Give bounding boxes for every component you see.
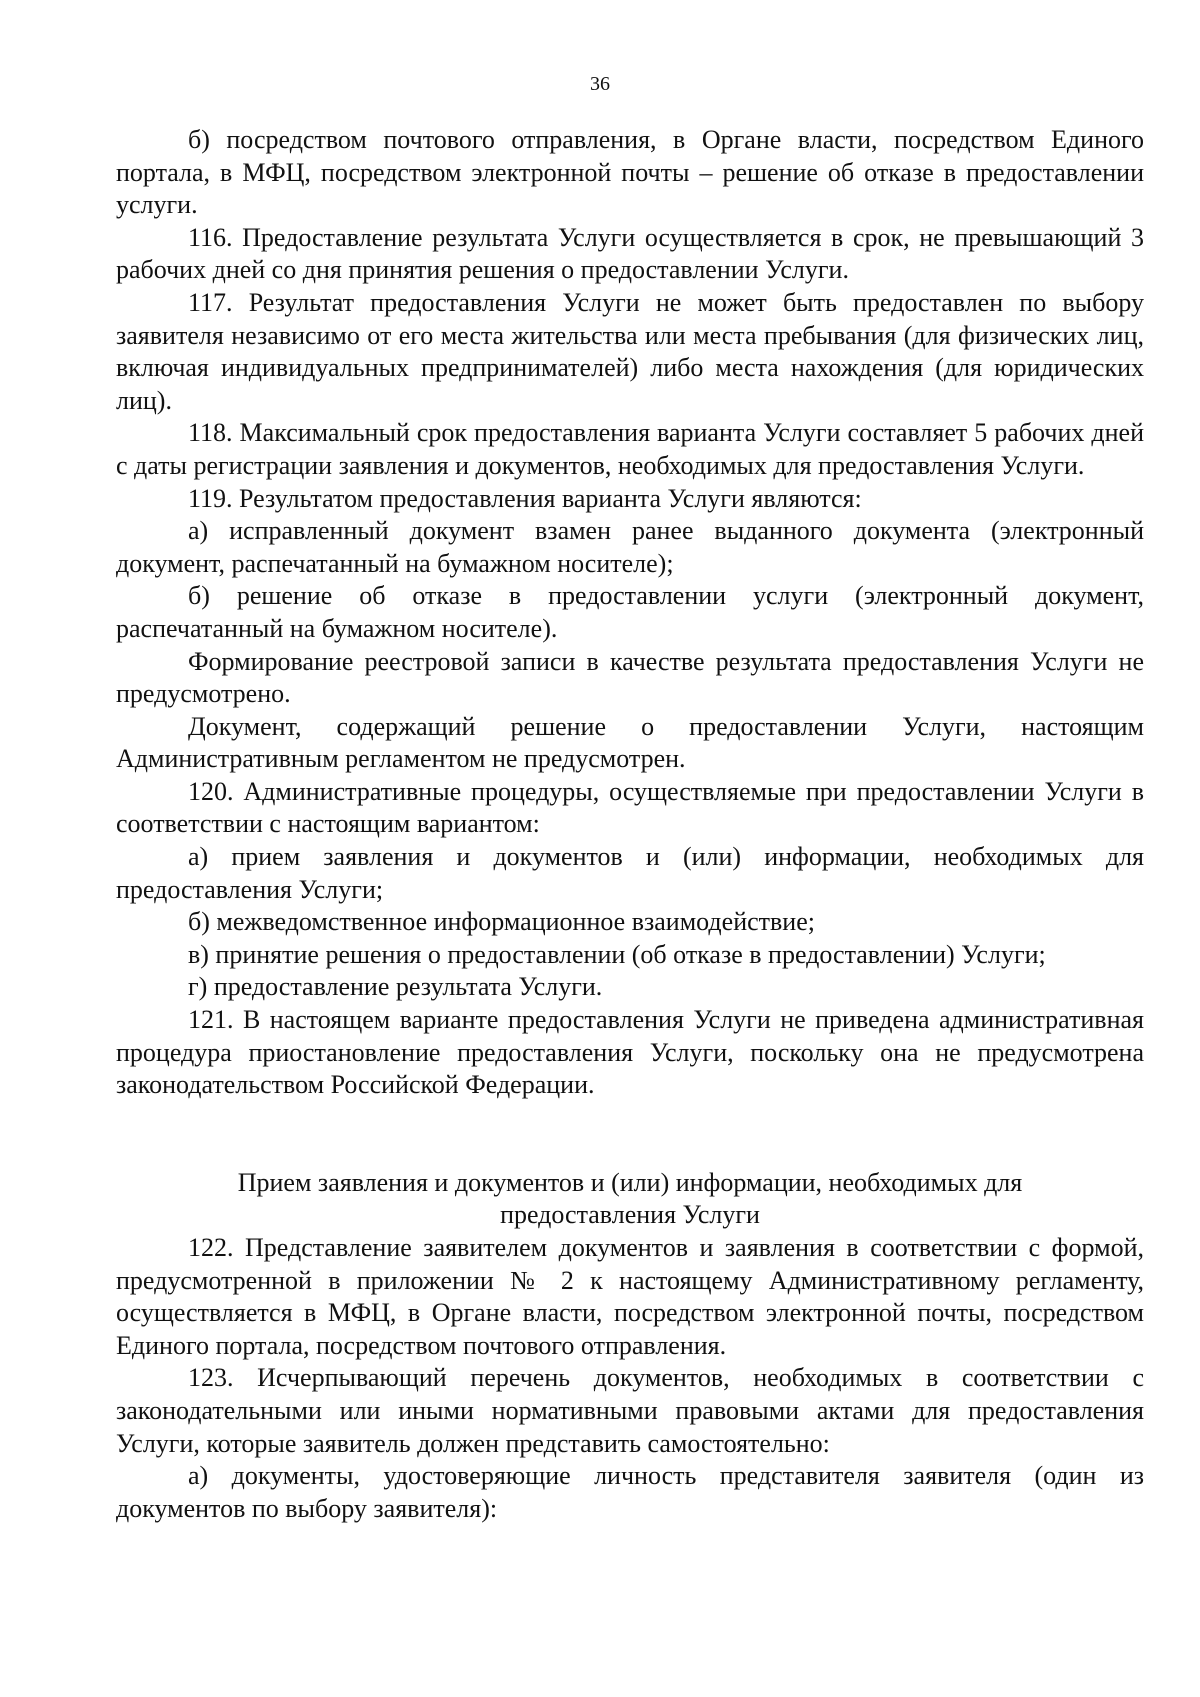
section-heading: Прием заявления и документов и (или) информации, необходимых для предоставления Услуги (237, 1167, 1023, 1230)
paragraph: 122. Представление заявителем документов и заявления в соответствии с формой, предусмотренной в приложении № 2 к настоящему Административному регламенту, осуществляется в МФЦ, в Органе власти, посредством электронной почты, посредством Единого портала, посредством почтового отправления. (116, 1233, 1144, 1360)
page-number: 36 (590, 73, 610, 95)
list-item: а) прием заявления и документов и (или) информации, необходимых для предоставления Услуги; (116, 842, 1144, 904)
paragraph: 118. Максимальный срок предоставления варианта Услуги составляет 5 рабочих дней с даты регистрации заявления и документов, необходимых для предоставления Услуги. (116, 418, 1144, 480)
document-body (116, 124, 1144, 1525)
paragraph: Документ, содержащий решение о предоставлении Услуги, настоящим Административным регламентом не предусмотрен. (116, 711, 1144, 774)
section-spacer (116, 1102, 1144, 1167)
paragraph: 123. Исчерпывающий перечень документов, необходимых в соответствии с законодательными или иными нормативными правовыми актами для предоставления Услуги, которые заявитель должен представить самостоятельно: (116, 1363, 1144, 1458)
paragraph: 119. Результатом предоставления варианта Услуги являются: (188, 483, 862, 513)
list-item: а) документы, удостоверяющие личность представителя заявителя (один из документов по выбору заявителя): (116, 1461, 1144, 1523)
paragraph: 120. Административные процедуры, осуществляемые при предоставлении Услуги в соответствии с настоящим вариантом: (116, 776, 1144, 839)
list-item: б) межведомственное информационное взаимодействие; (188, 907, 815, 937)
list-item: г) предоставление результата Услуги. (188, 972, 603, 1002)
list-item: а) исправленный документ взамен ранее выданного документа (электронный документ, распечатанный на бумажном носителе); (116, 516, 1144, 578)
paragraph: 117. Результат предоставления Услуги не может быть предоставлен по выбору заявителя независимо от его места жительства или места пребывания (для физических лиц, включая индивидуальных предпринимателей) либо места нахождения (для юридических лиц). (116, 287, 1144, 415)
list-item: в) принятие решения о предоставлении (об отказе в предоставлении) Услуги; (188, 939, 1046, 969)
paragraph: Формирование реестровой записи в качестве результата предоставления Услуги не предусмотрено. (116, 646, 1144, 709)
list-item: б) решение об отказе в предоставлении услуги (электронный документ, распечатанный на бумажном носителе). (116, 581, 1144, 643)
paragraph: 121. В настоящем варианте предоставления Услуги не приведена административная процедура приостановление предоставления Услуги, поскольку она не предусмотрена законодательством Российской Федерации. (116, 1005, 1144, 1100)
paragraph: б) посредством почтового отправления, в Органе власти, посредством Единого портала, в МФЦ, посредством электронной почты – решение об отказе в предоставлении услуги. (116, 125, 1144, 220)
paragraph: 116. Предоставление результата Услуги осуществляется в срок, не превышающий 3 рабочих дней со дня принятия решения о предоставлении Услуги. (116, 222, 1144, 285)
